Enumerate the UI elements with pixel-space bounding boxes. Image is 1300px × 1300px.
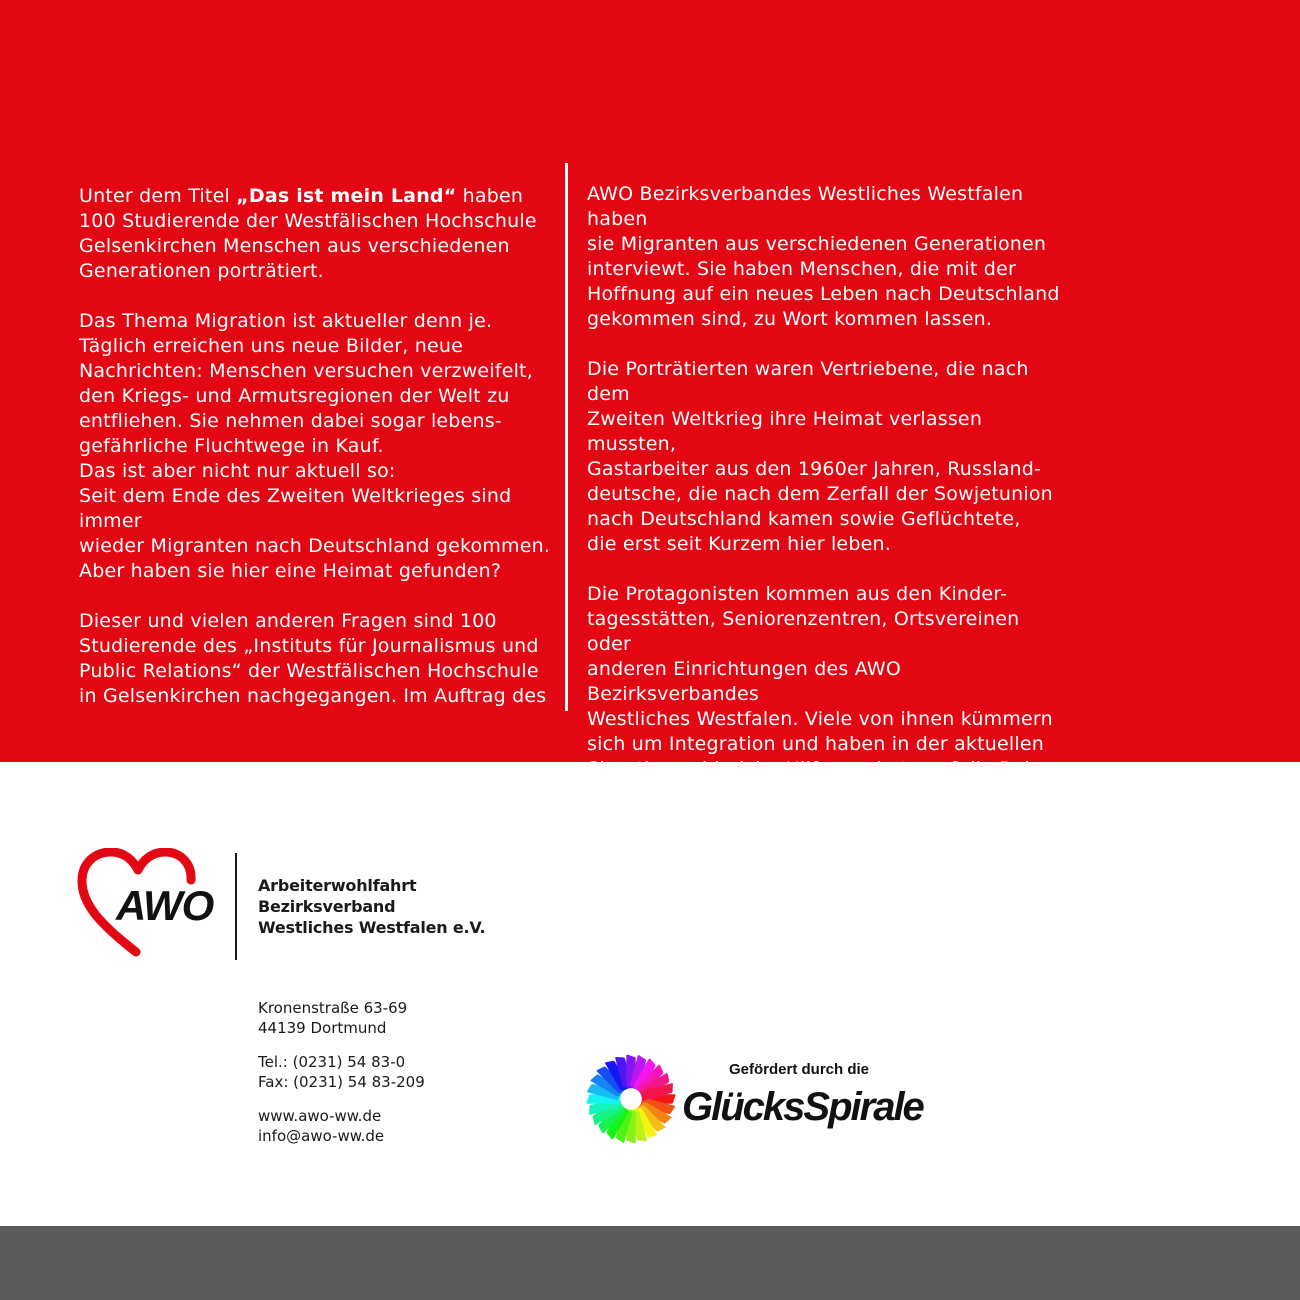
sponsor-logo-text: GlücksSpirale: [682, 1085, 923, 1129]
paragraph: Dieser und vielen anderen Fragen sind 100 Studierende des „Instituts für Journalismus und Public Relations“ der Westfälischen Hochschule in Gelsenkirchen nachgegangen. Im Auftrag des: [79, 610, 547, 707]
intro-lead: Unter dem Titel: [79, 185, 237, 207]
sponsor-caption: Gefördert durch die: [729, 1061, 870, 1078]
text-column-left: [79, 184, 554, 734]
color-spiral-icon: [584, 1052, 678, 1146]
org-line: Arbeiterwohlfahrt: [258, 876, 417, 895]
address: [258, 998, 425, 1038]
paragraph: Das Thema Migration ist aktueller denn je. Täglich erreichen uns neue Bilder, neue Nachrichten: Menschen versuchen verzweifelt, den Kriegs- und Armutsregionen der Welt zu entfliehen. Sie nehmen dabei sogar lebens- gefährliche Fluchtwege in Kauf. Das ist aber nicht nur aktuell so: Seit dem Ende des Zweiten Weltkrieges sind immer wieder Migranten nach Deutschland gekommen. Aber haben sie hier eine Heimat gefunden?: [79, 310, 551, 582]
organization-name: [258, 875, 485, 938]
book-title: „Das ist mein Land“: [236, 185, 457, 207]
fax-number: Fax: (0231) 54 83-209: [258, 1073, 425, 1091]
email-link[interactable]: info@awo-ww.de: [258, 1127, 385, 1145]
paragraph: Die Porträtierten waren Vertriebene, die nach dem Zweiten Weltkrieg ihre Heimat verlassen mussten, Gastarbeiter aus den 1960er Jahren, Russland- deutsche, die nach dem Zerfall der Sowjetunion nach Deutschland kamen sowie Geflüchtete, die erst seit Kurzem hier leben.: [587, 358, 1053, 555]
awo-logo-text: AWO: [116, 882, 214, 929]
org-line: Bezirksverband: [258, 897, 396, 916]
footer-bar: [0, 1226, 1300, 1300]
intro-rest: haben 100 Studierende der Westfälischen Hochschule Gelsenkirchen Menschen aus verschiedenen Generationen porträtiert.: [79, 185, 537, 282]
phone-number: Tel.: (0231) 54 83-0: [258, 1053, 406, 1071]
paragraph: AWO Bezirksverbandes Westliches Westfalen haben sie Migranten aus verschiedenen Generationen interviewt. Sie haben Menschen, die mit der Hoffnung auf ein neues Leben nach Deutschland gekommen sind, zu Wort kommen lassen.: [587, 183, 1060, 330]
logo-separator: [235, 853, 237, 960]
text-column-right: [587, 182, 1067, 832]
city-address: 44139 Dortmund: [258, 1019, 387, 1037]
paragraph: Die Protagonisten kommen aus den Kinder- tagesstätten, Seniorenzentren, Ortsvereinen oder anderen Einrichtungen des AWO Bezirksverbandes Westliches Westfalen. Viele von ihnen kümmern sich um Integration und haben in der aktuellen Situation zahlreiche Hilfsangebote auf die Beine gestellt.: [587, 583, 1054, 805]
street-address: Kronenstraße 63-69: [258, 999, 408, 1017]
contact-block: [258, 998, 425, 1160]
column-divider: [565, 163, 568, 711]
awo-heart-logo: [76, 848, 220, 964]
online-contact: [258, 1106, 425, 1146]
intro-paragraph: [79, 184, 554, 284]
phone-numbers: [258, 1052, 425, 1092]
website-link[interactable]: www.awo-ww.de: [258, 1107, 382, 1125]
org-line: Westliches Westfalen e.V.: [258, 918, 486, 937]
